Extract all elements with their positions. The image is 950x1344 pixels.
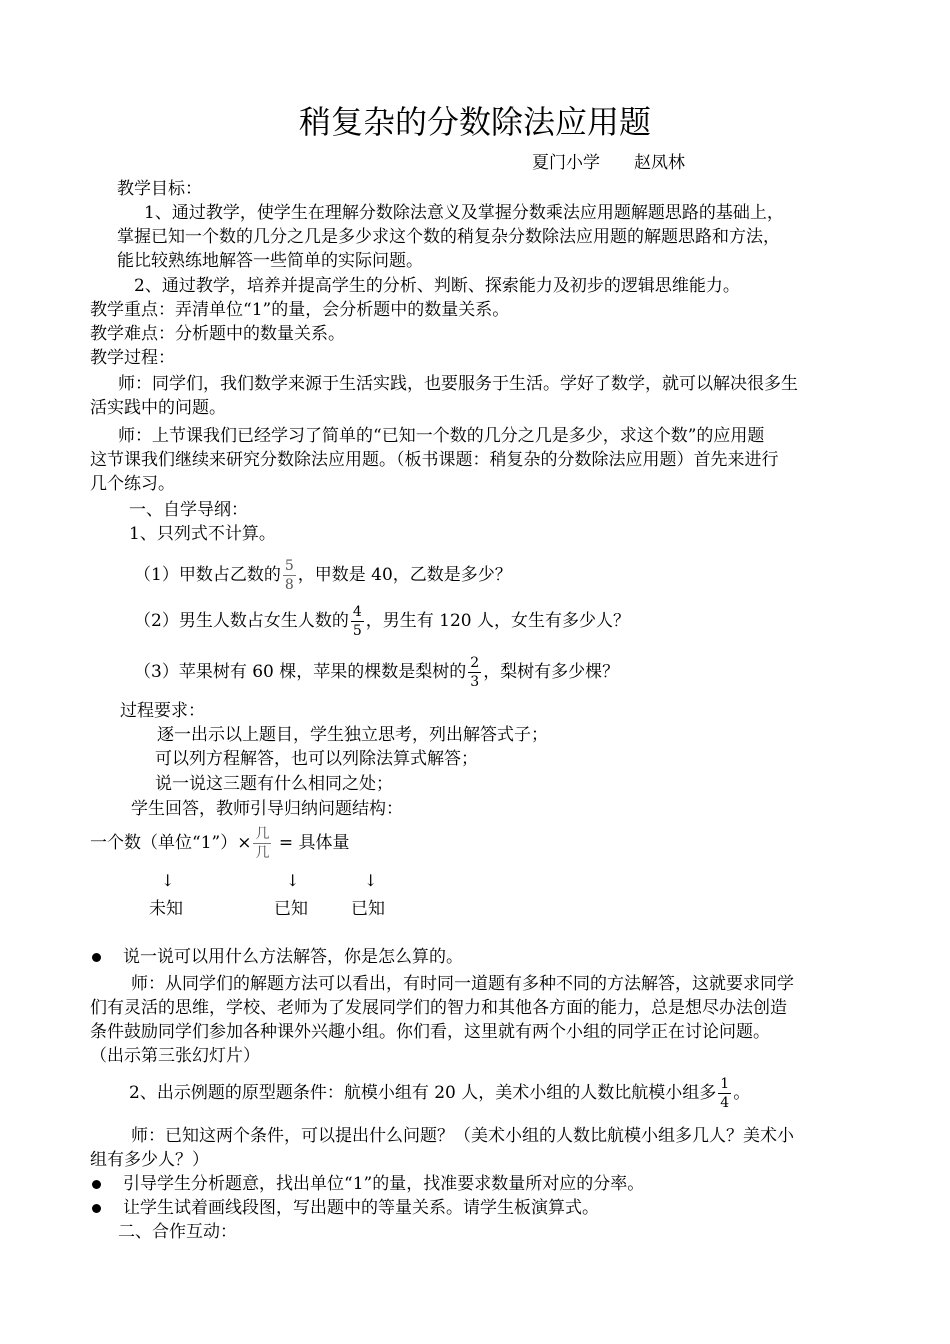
- section-1-heading: 一、自学导纲：: [129, 500, 248, 520]
- objective-1-line-1: 1、通过教学，使学生在理解分数除法意义及掌握分数乘法应用题解题思路的基础上，: [144, 203, 784, 223]
- question-2-text-post: ，男生有 120 人，女生有多少人？: [365, 611, 631, 631]
- bullet-icon: [92, 1204, 101, 1213]
- fraction-ji-ji: [253, 826, 271, 861]
- label-known-1: 已知: [274, 899, 308, 919]
- item-1: 1、只列式不计算。: [129, 524, 276, 544]
- fraction-numerator: 2: [470, 655, 480, 671]
- label-unknown: 未知: [149, 899, 183, 919]
- teacher-para-3-line-3: 条件鼓励同学们参加各种课外兴趣小组。你们看，这里就有两个小组的同学正在讨论问题。: [90, 1022, 770, 1042]
- objective-1-line-3: 能比较熟练地解答一些简单的实际问题。: [117, 251, 423, 271]
- fraction-numerator: 几: [255, 826, 270, 842]
- fraction-2-3: [468, 655, 481, 690]
- bullet-item-2-text: 引导学生分析题意，找出单位“1”的量，找准要求数量所对应的分率。: [123, 1174, 645, 1194]
- document-title: 稍复杂的分数除法应用题: [298, 103, 651, 141]
- label-known-2: 已知: [351, 899, 385, 919]
- teacher-para-1-line-2: 活实践中的问题。: [90, 398, 226, 418]
- fraction-bar: [283, 575, 296, 576]
- question-2-text-pre: （2）男生人数占女生人数的: [134, 611, 349, 631]
- item-2: [129, 1073, 750, 1113]
- teacher-para-3-line-1: 师：从同学们的解题方法可以看出，有时同一道题有多种不同的方法解答，这就要求同学: [131, 974, 794, 994]
- fraction-5-8: [283, 558, 296, 593]
- key-point: 教学重点：弄清单位“1”的量，会分析题中的数量关系。: [90, 300, 510, 320]
- bullet-icon: [92, 1180, 101, 1189]
- objective-2: 2、通过教学，培养并提高学生的分析、判断、探索能力及初步的逻辑思维能力。: [134, 276, 740, 296]
- requirement-2: 可以列方程解答，也可以列除法算式解答；: [155, 749, 478, 769]
- fraction-bar: [253, 843, 271, 844]
- structure-formula: [90, 823, 350, 863]
- difficulty: 教学难点：分析题中的数量关系。: [90, 324, 345, 344]
- question-1: [134, 555, 512, 595]
- fraction-denominator: 3: [470, 674, 480, 690]
- bullet-item-1: [92, 945, 463, 969]
- fraction-bar: [351, 621, 364, 622]
- question-1-text-post: ，甲数是 40，乙数是多少？: [297, 565, 512, 585]
- fraction-numerator: 4: [352, 604, 362, 620]
- bullet-icon: [92, 953, 101, 962]
- teacher-para-2-line-2: 这节课我们继续来研究分数除法应用题。（板书课题：稍复杂的分数除法应用题）首先来进行: [90, 450, 779, 470]
- objectives-heading: 教学目标：: [117, 179, 202, 199]
- bullet-item-1-text: 说一说可以用什么方法解答，你是怎么算的。: [123, 947, 463, 967]
- fraction-bar: [468, 672, 481, 673]
- fraction-4-5: [351, 604, 364, 639]
- fraction-numerator: 5: [284, 558, 294, 574]
- question-1-text-pre: （1）甲数占乙数的: [134, 565, 281, 585]
- down-arrow-icon: ↓: [286, 871, 300, 890]
- process-heading: 教学过程：: [90, 348, 175, 368]
- fraction-denominator: 5: [352, 623, 362, 639]
- fraction-numerator: 1: [720, 1076, 730, 1092]
- bullet-item-3: [92, 1196, 599, 1220]
- formula-text-post: = 具体量: [273, 833, 350, 853]
- teacher-para-2-line-3: 几个练习。: [90, 474, 175, 494]
- teacher-para-3-line-2: 们有灵活的思维，学校、老师为了发展同学们的智力和其他各方面的能力，总是想尽办法创造: [90, 998, 787, 1018]
- requirements-heading: 过程要求：: [120, 701, 205, 721]
- bullet-item-3-text: 让学生试着画线段图，写出题中的等量关系。请学生板演算式。: [123, 1198, 599, 1218]
- question-3-text-post: ，梨树有多少棵？: [483, 662, 620, 682]
- section-2-heading: 二、合作互动：: [118, 1222, 237, 1242]
- fraction-denominator: 8: [284, 577, 294, 593]
- requirement-1: 逐一出示以上题目，学生独立思考，列出解答式子；: [157, 725, 548, 745]
- down-arrow-icon: ↓: [161, 871, 175, 890]
- bullet-item-2: [92, 1172, 644, 1196]
- teacher-para-3-line-4: （出示第三张幻灯片）: [90, 1046, 260, 1066]
- teacher-para-4-line-2: 组有多少人？）: [90, 1150, 209, 1170]
- fraction-denominator: 4: [720, 1095, 730, 1111]
- teacher-para-4-line-1: 师：已知这两个条件，可以提出什么问题？（美术小组的人数比航模小组多几人？美术小: [131, 1126, 794, 1146]
- fraction-bar: [718, 1093, 731, 1094]
- author-line: 夏门小学 赵凤林: [532, 153, 685, 173]
- question-3-text-pre: （3）苹果树有 60 棵，苹果的棵数是梨树的: [134, 662, 467, 682]
- requirement-3: 说一说这三题有什么相同之处；: [155, 774, 393, 794]
- fraction-denominator: 几: [255, 845, 270, 861]
- fraction-1-4: [718, 1076, 731, 1111]
- down-arrow-icon: ↓: [364, 871, 378, 890]
- item-2-text-post: 。: [733, 1083, 751, 1103]
- teacher-para-2-line-1: 师：上节课我们已经学习了简单的“已知一个数的几分之几是多少，求这个数”的应用题: [118, 426, 765, 446]
- objective-1-line-2: 掌握已知一个数的几分之几是多少求这个数的稍复杂分数除法应用题的解题思路和方法，: [117, 227, 780, 247]
- question-2: [134, 601, 630, 641]
- teacher-para-1-line-1: 师：同学们，我们数学来源于生活实践，也要服务于生活。学好了数学，就可以解决很多生: [118, 374, 798, 394]
- question-3: [134, 652, 619, 692]
- student-answer-line: 学生回答，教师引导归纳问题结构：: [131, 799, 403, 819]
- item-2-text-pre: 2、出示例题的原型题条件：航模小组有 20 人，美术小组的人数比航模小组多: [129, 1083, 717, 1103]
- formula-text-pre: 一个数（单位“1”）×: [90, 833, 252, 853]
